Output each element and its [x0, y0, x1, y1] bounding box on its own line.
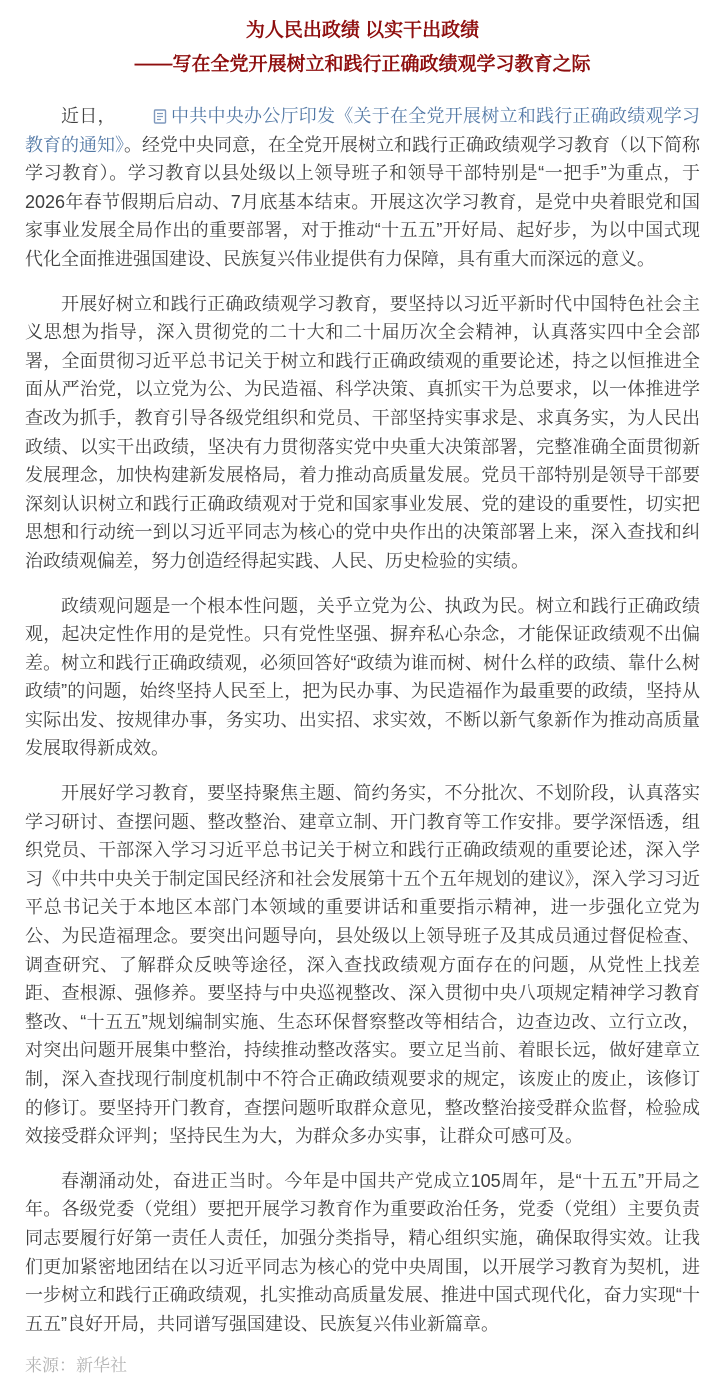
page-title: 为人民出政绩 以实干出政绩 [245, 20, 480, 41]
document-icon [117, 102, 167, 131]
paragraph-1 [25, 102, 700, 274]
page-subtitle: ——写在全党开展树立和践行正确政绩观学习教育之际 [134, 54, 591, 75]
source-label: 来源：新华社 [25, 1356, 127, 1376]
paragraph-2: 开展好树立和践行正确政绩观学习教育，要坚持以习近平新时代中国特色社会主义思想为指导，深入贯彻党的二十大和二十届历次全会精神，认真落实四中全会部署，全面贯彻习近平总书记关于树立和践行正确政绩观的重要论述，持之以恒推进全面从严治党，以立党为公、为民造福、科学决策、真抓实干为总要求，以一体推进学查改为抓手，教育引导各级党组织和党员、干部坚持实事求是、求真务实，为人民出政绩、以实干出政绩，坚决有力贯彻落实党中央重大决策部署，完整准确全面贯彻新发展理念，加快构建新发展格局，着力推动高质量发展。党员干部特别是领导干部要深刻认识树立和践行正确政绩观对于党和国家事业发展、党的建设的重要性，切实把思想和行动统一到以习近平同志为核心的党中央作出的决策部署上来，深入查找和纠治政绩观偏差，努力创造经得起实践、人民、历史检验的实绩。 [25, 293, 700, 571]
paragraph-4: 开展好学习教育，要坚持聚焦主题、简约务实，不分批次、不划阶段，认真落实学习研讨、查摆问题、整改整治、建章立制、开门教育等工作安排。要学深悟透，组织党员、干部深入学习习近平总书记关于树立和践行正确政绩观的重要论述，深入学习《中共中央关于制定国民经济和社会发展第十五个五年规划的建议》，深入学习习近平总书记关于本地区本部门本领域的重要讲话和重要指示精神，进一步强化立党为公、为民造福理念。要突出问题导向，县处级以上领导班子及其成员通过督促检查、调查研究、了解群众反映等途径，深入查找政绩观方面存在的问题，从党性上找差距、查根源、强修养。要坚持与中央巡视整改、深入贯彻中央八项规定精神学习教育整改、“十五五”规划编制实施、生态环保督察整改等相结合，边查边改、立行立改，对突出问题开展集中整治，持续推动整改落实。要立足当前、着眼长远，做好建章立制，深入查找现行制度机制中不符合正确政绩观要求的规定，该废止的废止，该修订的修订。要坚持开门教育，查摆问题听取群众意见，整改整治接受群众监督，检验成效接受群众评判；坚持民生为大，为群众多办实事，让群众可感可及。 [25, 783, 700, 1147]
paragraph-5: 春潮涌动处，奋进正当时。今年是中国共产党成立105周年，是“十五五”开局之年。各级党委（党组）要把开展学习教育作为重要政治任务，党委（党组）主要负责同志要履行好第一责任人责任，加强分类指导，精心组织实施，确保取得实效。让我们更加紧密地团结在以习近平同志为核心的党中央周围，以开展学习教育为契机，进一步树立和践行正确政绩观，扎实推动高质量发展、推进中国式现代化，奋力实现“十五五”良好开局，共同谱写强国建设、民族复兴伟业新篇章。 [25, 1170, 700, 1334]
article-body [25, 102, 700, 1338]
paragraph-3: 政绩观问题是一个根本性问题，关乎立党为公、执政为民。树立和践行正确政绩观，起决定性作用的是党性。只有党性坚强、摒弃私心杂念，才能保证政绩观不出偏差。树立和践行正确政绩观，必须回答好“政绩为谁而树、树什么样的政绩、靠什么树政绩”的问题，始终坚持人民至上，把为民办事、为民造福作为最重要的政绩，坚持从实际出发、按规律办事，务实功、出实招、求实效，不断以新气象新作为推动高质量发展取得新成效。 [25, 595, 700, 759]
paragraph-1-rest: 。经党中央同意，在全党开展树立和践行正确政绩观学习教育（以下简称学习教育）。学习教育以县处级以上领导班子和领导干部特别是“一把手”为重点，于2026年春节假期后启动、7月底基本结束。开展这次学习教育，是党中央着眼党和国家事业发展全局作出的重要部署，对于推动“十五五”开好局、起好步，为以中国式现代化全面推进强国建设、民族复兴伟业提供有力保障，具有重大而深远的意义。 [25, 134, 700, 269]
paragraph-1-prefix: 近日， [61, 106, 116, 126]
notice-link-text: 中共中央办公厅印发《关于在全党开展树立和践行正确政绩观学习教育的通知》 [25, 106, 700, 155]
